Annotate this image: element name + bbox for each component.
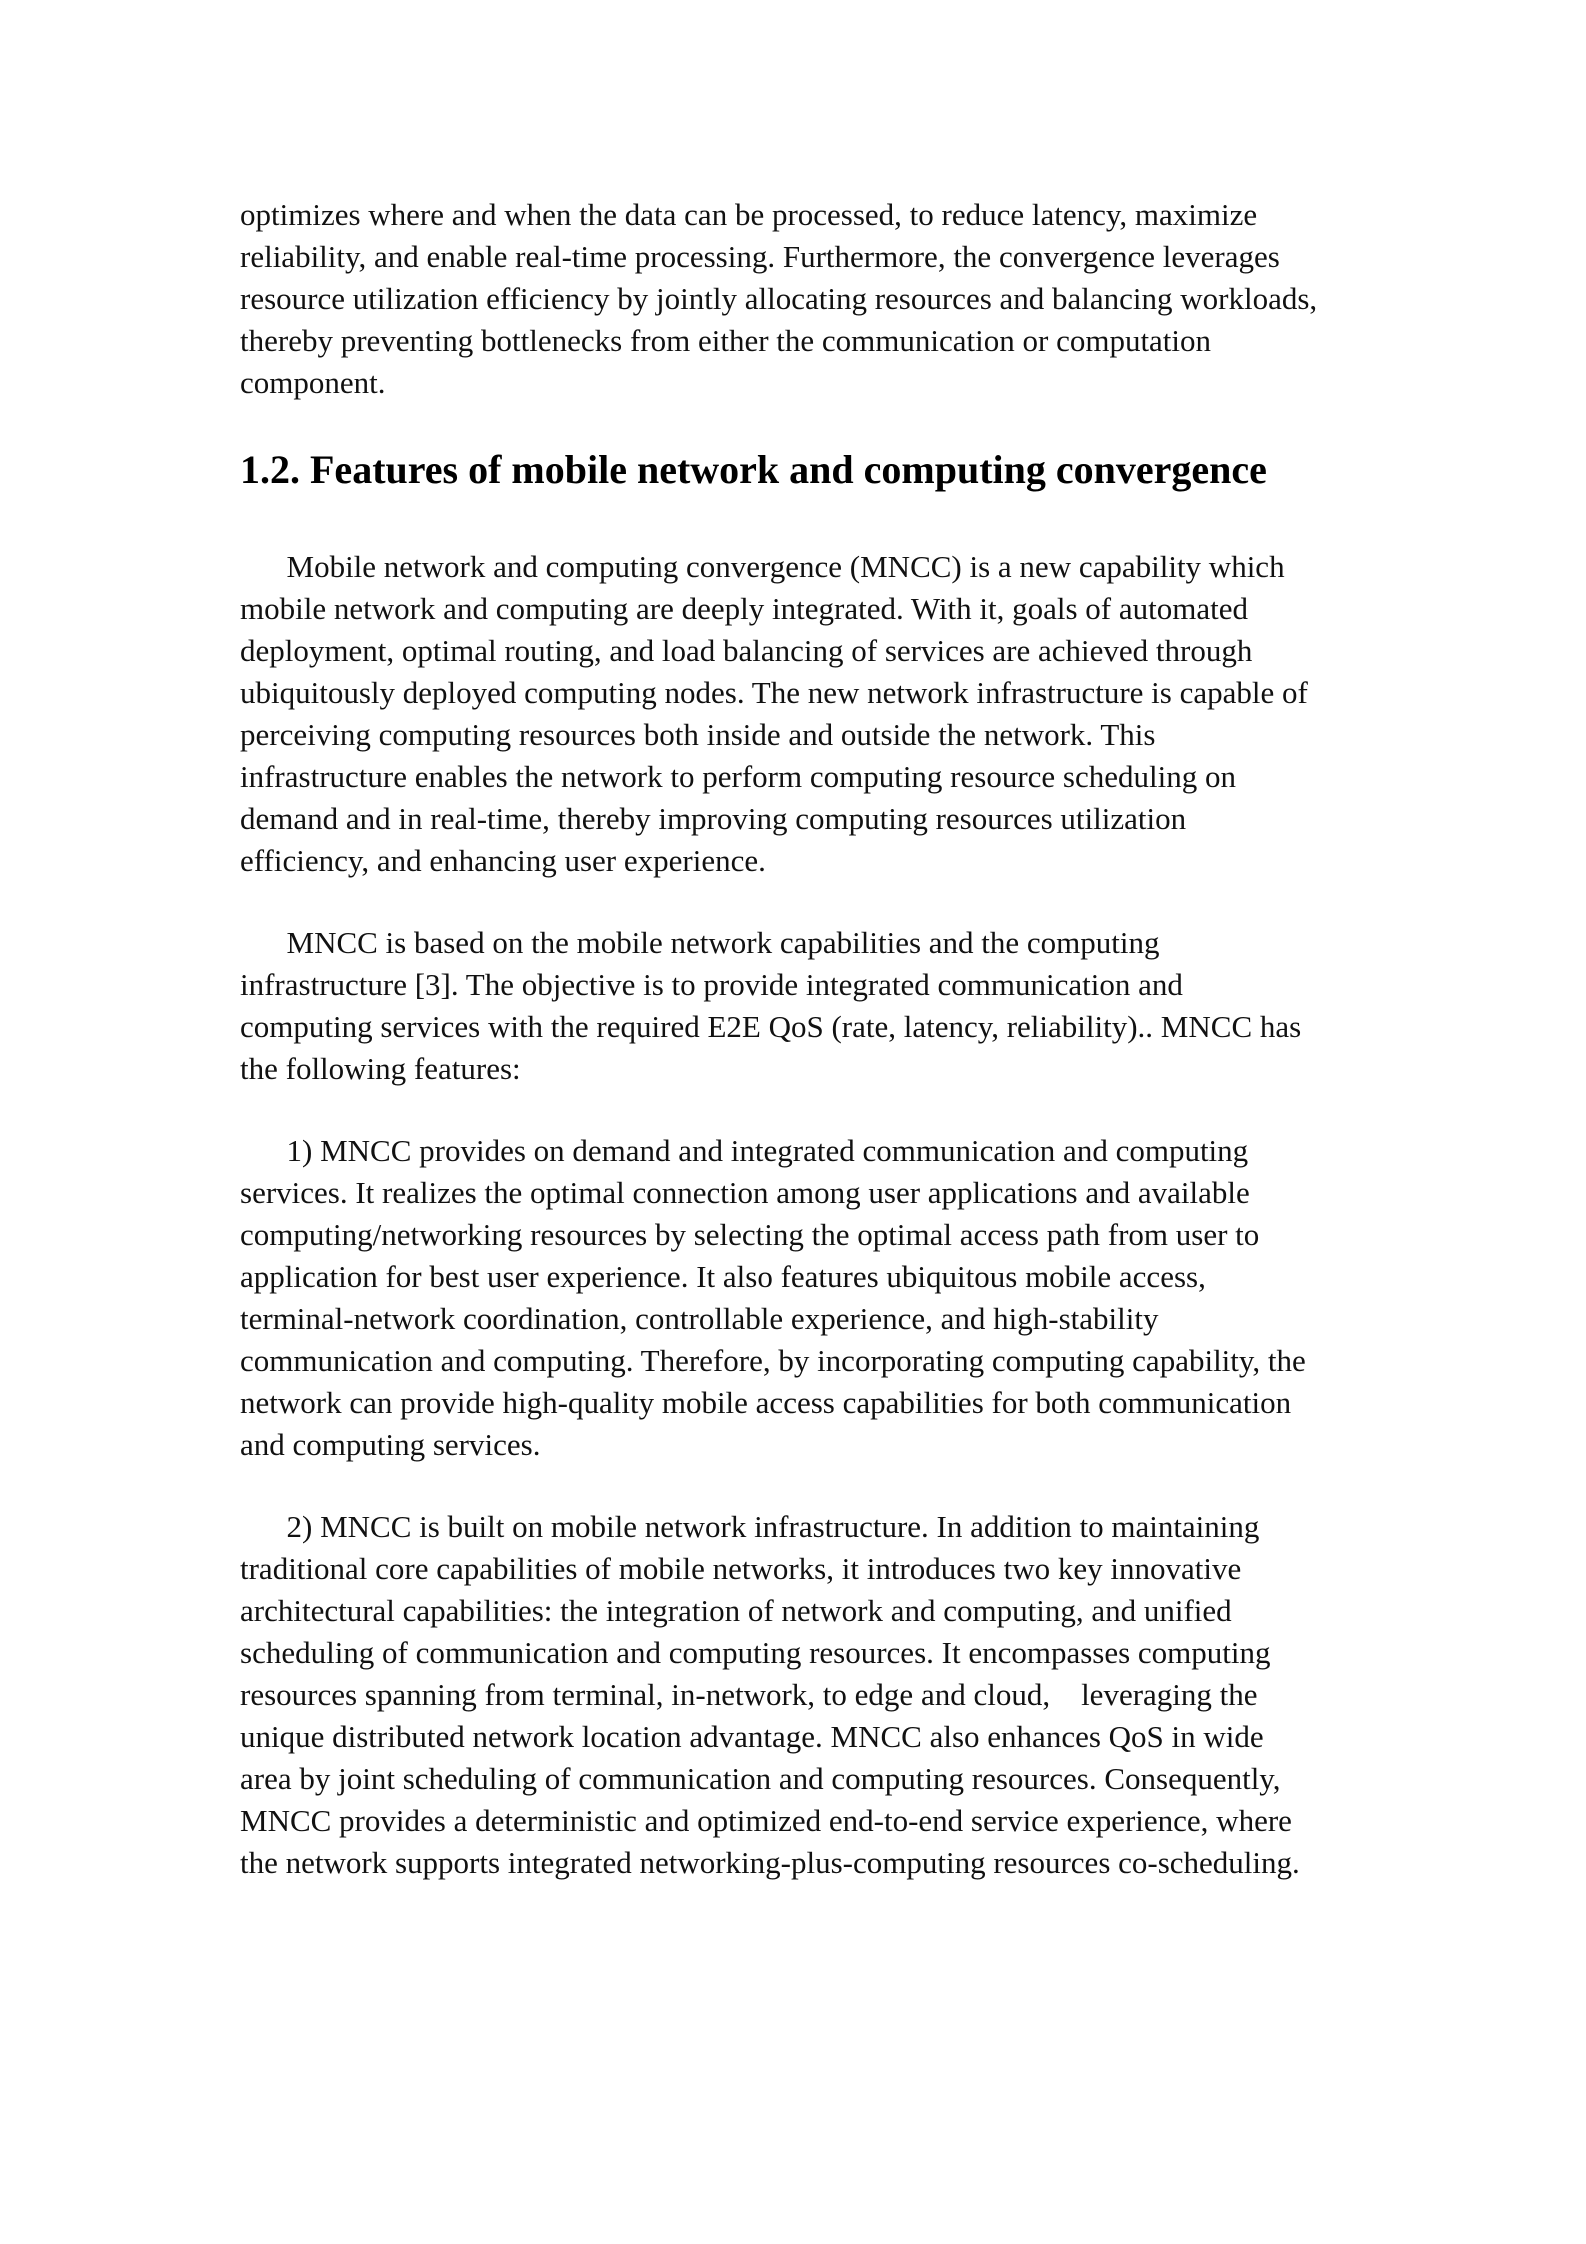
- text-line: computing services with the required E2E QoS (rate, latency, reliability).. MNCC has: [240, 1009, 1302, 1044]
- text-line: resources spanning from terminal, in-network, to edge and cloud, leveraging the: [240, 1677, 1258, 1712]
- text-line: MNCC provides a deterministic and optimized end-to-end service experience, where: [240, 1803, 1292, 1838]
- text-line: traditional core capabilities of mobile networks, it introduces two key innovative: [240, 1551, 1242, 1586]
- text-line: services. It realizes the optimal connection among user applications and available: [240, 1175, 1250, 1210]
- section-heading: 1.2. Features of mobile network and computing convergence: [240, 447, 1267, 492]
- text-line: communication and computing. Therefore, by incorporating computing capability, the: [240, 1343, 1306, 1378]
- text-line: area by joint scheduling of communication and computing resources. Consequently,: [240, 1761, 1281, 1796]
- text-line: computing/networking resources by selecting the optimal access path from user to: [240, 1217, 1260, 1252]
- spacer: [240, 882, 1360, 922]
- text-line: thereby preventing bottlenecks from either the communication or computation: [240, 323, 1212, 358]
- paragraph-mncc-basis: [240, 922, 1360, 1090]
- spacer: [240, 1466, 1360, 1506]
- text-line: network can provide high-quality mobile access capabilities for both communication: [240, 1385, 1292, 1420]
- text-line: ubiquitously deployed computing nodes. The new network infrastructure is capable of: [240, 675, 1308, 710]
- text-line: architectural capabilities: the integration of network and computing, and unified: [240, 1593, 1232, 1628]
- text-line: component.: [240, 365, 386, 400]
- text-line: demand and in real-time, thereby improving computing resources utilization: [240, 801, 1187, 836]
- text-line: 2) MNCC is built on mobile network infrastructure. In addition to maintaining: [240, 1509, 1260, 1544]
- text-line: unique distributed network location advantage. MNCC also enhances QoS in wide: [240, 1719, 1264, 1754]
- text-line: application for best user experience. It also features ubiquitous mobile access,: [240, 1259, 1206, 1294]
- page-content: [240, 194, 1360, 1884]
- paragraph-feature-1: [240, 1130, 1360, 1466]
- text-line: infrastructure enables the network to perform computing resource scheduling on: [240, 759, 1236, 794]
- paragraph-feature-2: [240, 1506, 1360, 1884]
- text-line: efficiency, and enhancing user experience.: [240, 843, 766, 878]
- paragraph-mncc-definition: [240, 546, 1360, 882]
- text-line: scheduling of communication and computing resources. It encompasses computing: [240, 1635, 1271, 1670]
- text-line: mobile network and computing are deeply integrated. With it, goals of automated: [240, 591, 1248, 626]
- text-line: terminal-network coordination, controllable experience, and high-stability: [240, 1301, 1159, 1336]
- text-line: infrastructure [3]. The objective is to provide integrated communication and: [240, 967, 1183, 1002]
- text-line: reliability, and enable real-time processing. Furthermore, the convergence leverages: [240, 239, 1280, 274]
- text-line: and computing services.: [240, 1427, 541, 1462]
- text-line: resource utilization efficiency by jointly allocating resources and balancing workloads,: [240, 281, 1318, 316]
- intro-paragraph: [240, 194, 1360, 404]
- text-line: the following features:: [240, 1051, 521, 1086]
- text-line: deployment, optimal routing, and load balancing of services are achieved through: [240, 633, 1253, 668]
- spacer: [240, 496, 1360, 546]
- text-line: MNCC is based on the mobile network capabilities and the computing: [240, 925, 1160, 960]
- spacer: [240, 1090, 1360, 1130]
- text-line: optimizes where and when the data can be processed, to reduce latency, maximize: [240, 197, 1258, 232]
- text-line: the network supports integrated networking-plus-computing resources co-scheduling.: [240, 1845, 1300, 1880]
- text-line: Mobile network and computing convergence (MNCC) is a new capability which: [240, 549, 1285, 584]
- text-line: 1) MNCC provides on demand and integrated communication and computing: [240, 1133, 1249, 1168]
- text-line: perceiving computing resources both inside and outside the network. This: [240, 717, 1156, 752]
